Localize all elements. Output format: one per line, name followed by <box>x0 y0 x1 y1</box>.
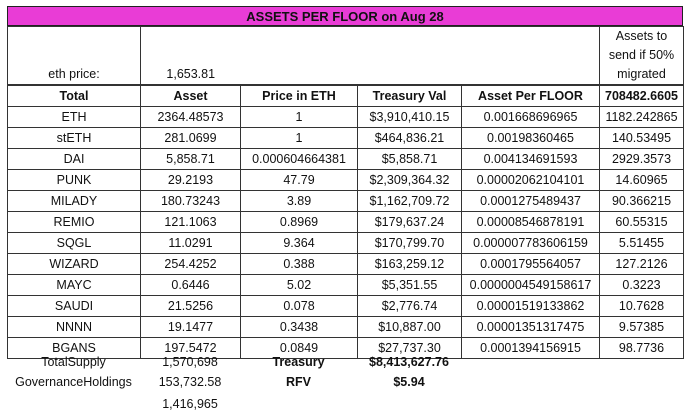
table-row <box>8 128 684 149</box>
table-cell[interactable]: $3,910,410.15 <box>358 107 462 128</box>
send-note[interactable]: Assets to send if 50% migrated <box>600 27 684 86</box>
rfv-value[interactable]: $5.94 <box>393 375 425 389</box>
summary-row <box>7 352 447 372</box>
table-row <box>8 254 684 275</box>
table-cell[interactable]: 3.89 <box>241 191 358 212</box>
table-cell[interactable]: 21.5256 <box>141 296 241 317</box>
circulating-value[interactable]: 1,416,965 <box>162 397 218 411</box>
table-cell[interactable]: MAYC <box>8 275 141 296</box>
table-cell[interactable]: $170,799.70 <box>358 233 462 254</box>
table-cell[interactable]: 0.00002062104101 <box>462 170 600 191</box>
col-header[interactable]: Total <box>8 85 141 107</box>
table-cell[interactable]: 0.004134691593 <box>462 149 600 170</box>
empty-cell[interactable] <box>241 27 358 86</box>
table-cell[interactable]: $5,858.71 <box>358 149 462 170</box>
table-cell[interactable]: 0.0001275489437 <box>462 191 600 212</box>
table-cell[interactable]: 47.79 <box>241 170 358 191</box>
table-cell[interactable]: 1182.242865 <box>600 107 684 128</box>
table-row <box>8 170 684 191</box>
table-cell[interactable]: $2,309,364.32 <box>358 170 462 191</box>
table-cell[interactable]: 5.51455 <box>600 233 684 254</box>
table-cell[interactable]: 0.00001519133862 <box>462 296 600 317</box>
table-cell[interactable]: $179,637.24 <box>358 212 462 233</box>
table-cell[interactable]: ETH <box>8 107 141 128</box>
table-cell[interactable]: 60.55315 <box>600 212 684 233</box>
treasury-label[interactable]: Treasury <box>272 355 325 369</box>
table-cell[interactable]: stETH <box>8 128 141 149</box>
table-cell[interactable]: 10.7628 <box>600 296 684 317</box>
table-cell[interactable]: 0.0001394156915 <box>462 338 600 359</box>
table-cell[interactable]: $464,836.21 <box>358 128 462 149</box>
table-cell[interactable]: 14.60965 <box>600 170 684 191</box>
table-row <box>8 191 684 212</box>
table-cell[interactable]: BGANS <box>8 338 141 359</box>
table-cell[interactable]: $1,162,709.72 <box>358 191 462 212</box>
table-cell[interactable]: 0.0000004549158617 <box>462 275 600 296</box>
table-row <box>8 107 684 128</box>
table-cell[interactable]: 140.53495 <box>600 128 684 149</box>
table-cell[interactable]: 121.1063 <box>141 212 241 233</box>
table-cell[interactable]: 0.8969 <box>241 212 358 233</box>
table-cell[interactable]: 0.6446 <box>141 275 241 296</box>
header-row <box>8 85 684 107</box>
table-cell[interactable]: 1 <box>241 107 358 128</box>
governance-value[interactable]: 153,732.58 <box>158 375 222 389</box>
eth-price-row <box>8 27 684 86</box>
table-cell[interactable]: 90.366215 <box>600 191 684 212</box>
table-cell[interactable]: 0.078 <box>241 296 358 317</box>
table-cell[interactable]: 11.0291 <box>141 233 241 254</box>
eth-price-label[interactable]: eth price: <box>8 27 141 86</box>
treasury-value[interactable]: $8,413,627.76 <box>369 355 449 369</box>
table-cell[interactable]: $163,259.12 <box>358 254 462 275</box>
total-supply-label[interactable]: TotalSupply <box>41 355 106 369</box>
table-row <box>8 275 684 296</box>
assets-table <box>7 26 684 359</box>
table-row <box>8 317 684 338</box>
summary-row <box>7 372 447 392</box>
table-cell[interactable]: 29.2193 <box>141 170 241 191</box>
empty-cell[interactable] <box>462 27 600 86</box>
governance-label[interactable]: GovernanceHoldings <box>15 375 132 389</box>
rfv-label[interactable]: RFV <box>286 375 311 389</box>
table-cell[interactable]: 9.364 <box>241 233 358 254</box>
table-cell[interactable]: 2364.48573 <box>141 107 241 128</box>
table-cell[interactable]: 0.3223 <box>600 275 684 296</box>
table-cell[interactable]: 0.00198360465 <box>462 128 600 149</box>
table-cell[interactable]: $27,737.30 <box>358 338 462 359</box>
table-cell[interactable]: 5.02 <box>241 275 358 296</box>
col-header[interactable]: Asset Per FLOOR <box>462 85 600 107</box>
table-row <box>8 212 684 233</box>
table-cell[interactable]: 2929.3573 <box>600 149 684 170</box>
table-cell[interactable]: 197.5472 <box>141 338 241 359</box>
table-cell[interactable]: REMIO <box>8 212 141 233</box>
empty-cell[interactable] <box>358 27 462 86</box>
table-cell[interactable]: NNNN <box>8 317 141 338</box>
table-cell[interactable]: $10,887.00 <box>358 317 462 338</box>
table-row <box>8 233 684 254</box>
sheet-title[interactable]: ASSETS PER FLOOR on Aug 28 <box>7 6 683 26</box>
table-cell[interactable]: 0.000007783606159 <box>462 233 600 254</box>
table-cell[interactable]: 0.001668696965 <box>462 107 600 128</box>
summary-row <box>7 394 447 414</box>
table-cell[interactable]: 9.57385 <box>600 317 684 338</box>
table-cell[interactable]: 254.4252 <box>141 254 241 275</box>
table-cell[interactable]: 0.388 <box>241 254 358 275</box>
table-cell[interactable]: 180.73243 <box>141 191 241 212</box>
table-cell[interactable]: 0.000604664381 <box>241 149 358 170</box>
table-cell[interactable]: 0.0849 <box>241 338 358 359</box>
table-cell[interactable]: 5,858.71 <box>141 149 241 170</box>
table-cell[interactable]: PUNK <box>8 170 141 191</box>
table-cell[interactable]: 19.1477 <box>141 317 241 338</box>
table-cell[interactable]: 0.0001795564057 <box>462 254 600 275</box>
eth-price-value[interactable]: 1,653.81 <box>141 27 241 86</box>
table-cell[interactable]: WIZARD <box>8 254 141 275</box>
table-cell[interactable]: MILADY <box>8 191 141 212</box>
col-header[interactable]: Asset <box>141 85 241 107</box>
table-cell[interactable]: 127.2126 <box>600 254 684 275</box>
table-cell[interactable]: DAI <box>8 149 141 170</box>
total-supply-value[interactable]: 1,570,698 <box>162 355 218 369</box>
table-cell[interactable]: 0.00008546878191 <box>462 212 600 233</box>
table-cell[interactable]: 281.0699 <box>141 128 241 149</box>
table-cell[interactable]: 98.7736 <box>600 338 684 359</box>
table-cell[interactable]: $2,776.74 <box>358 296 462 317</box>
table-cell[interactable]: $5,351.55 <box>358 275 462 296</box>
col-header[interactable]: Price in ETH <box>241 85 358 107</box>
table-cell[interactable]: 0.3438 <box>241 317 358 338</box>
table-cell[interactable]: 1 <box>241 128 358 149</box>
table-cell[interactable]: 0.00001351317475 <box>462 317 600 338</box>
table-row <box>8 149 684 170</box>
table-row <box>8 296 684 317</box>
table-cell[interactable]: SQGL <box>8 233 141 254</box>
col-header[interactable]: 708482.6605 <box>600 85 684 107</box>
table-cell[interactable]: SAUDI <box>8 296 141 317</box>
col-header[interactable]: Treasury Val <box>358 85 462 107</box>
